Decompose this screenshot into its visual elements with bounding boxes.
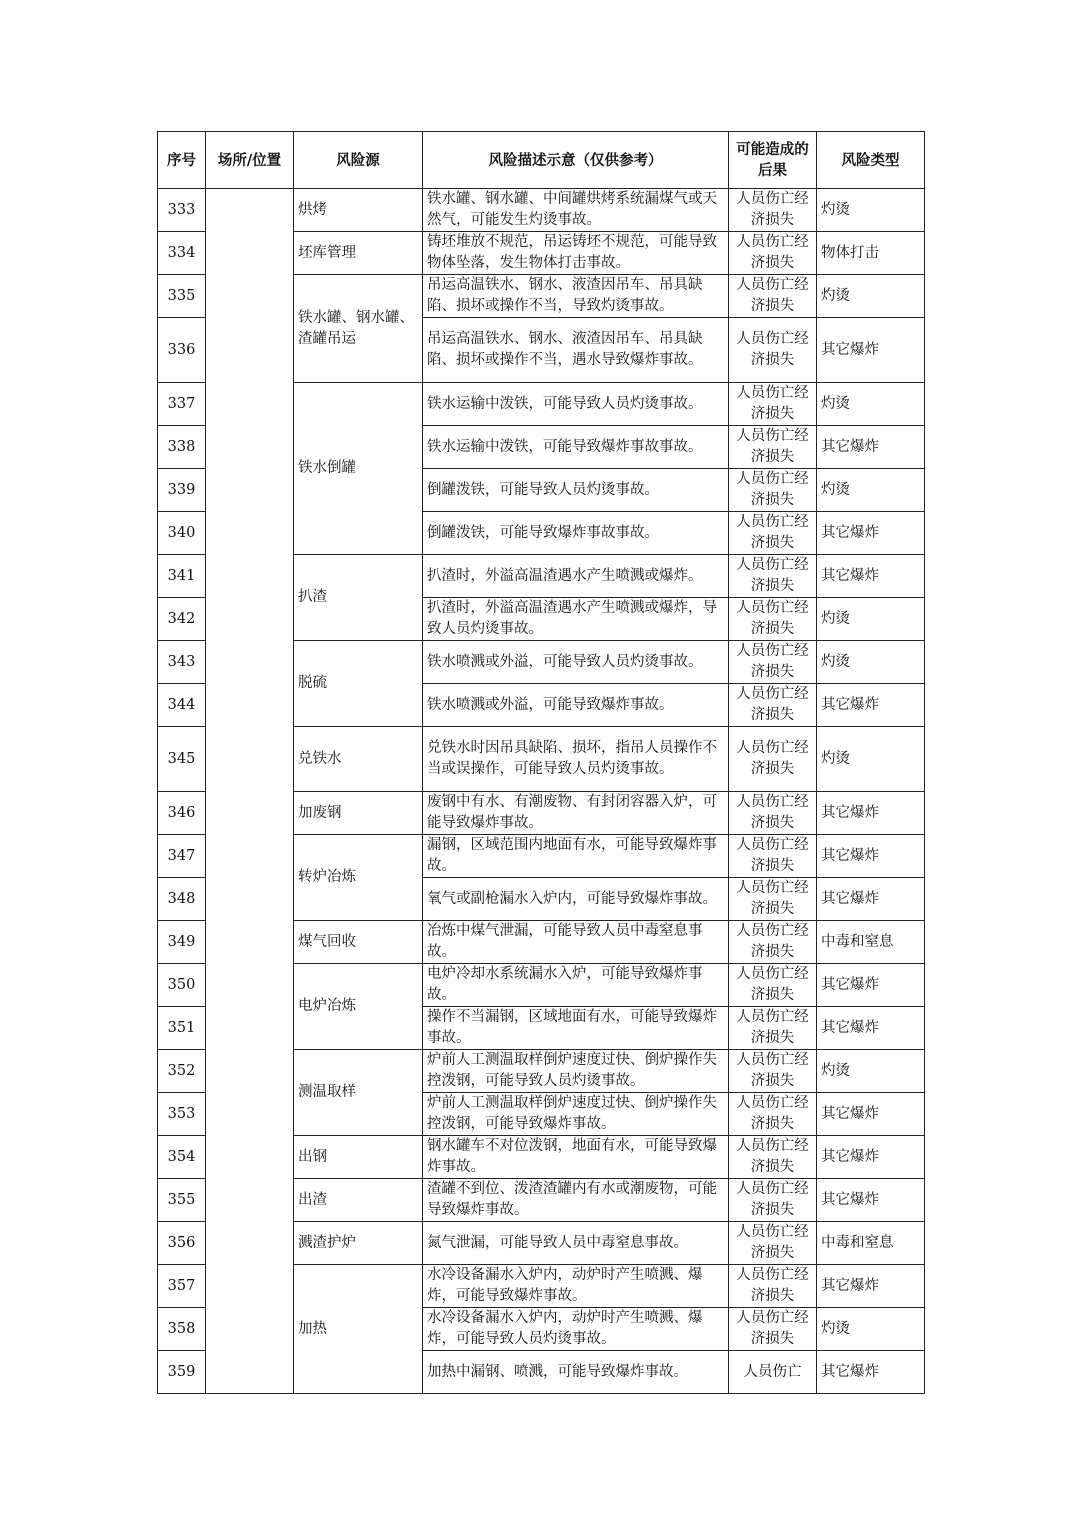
risk-description: 水冷设备漏水入炉内，动炉时产生喷溅、爆炸，可能导致爆炸事故。	[423, 1265, 729, 1308]
consequence: 人员伤亡经济损失	[729, 232, 817, 275]
header-seq: 序号	[158, 132, 206, 189]
risk-source: 铁水倒罐	[294, 383, 423, 555]
consequence: 人员伤亡经济损失	[729, 383, 817, 426]
row-number: 359	[158, 1351, 206, 1394]
risk-description: 水冷设备漏水入炉内，动炉时产生喷溅、爆炸，可能导致人员灼烫事故。	[423, 1308, 729, 1351]
risk-type: 灼烫	[817, 275, 925, 318]
consequence: 人员伤亡	[729, 1351, 817, 1394]
risk-source: 出钢	[294, 1136, 423, 1179]
risk-type: 其它爆炸	[817, 1351, 925, 1394]
risk-source: 加废钢	[294, 792, 423, 835]
risk-type: 其它爆炸	[817, 1136, 925, 1179]
risk-source: 转炉冶炼	[294, 835, 423, 921]
risk-description: 扒渣时，外溢高温渣遇水产生喷溅或爆炸，导致人员灼烫事故。	[423, 598, 729, 641]
row-number: 358	[158, 1308, 206, 1351]
risk-type: 灼烫	[817, 598, 925, 641]
risk-type: 其它爆炸	[817, 684, 925, 727]
risk-description: 炉前人工测温取样倒炉速度过快、倒炉操作失控泼钢，可能导致人员灼烫事故。	[423, 1050, 729, 1093]
risk-source: 铁水罐、钢水罐、渣罐吊运	[294, 275, 423, 383]
risk-source: 兑铁水	[294, 727, 423, 792]
row-number: 347	[158, 835, 206, 878]
row-number: 344	[158, 684, 206, 727]
header-description: 风险描述示意（仅供参考）	[423, 132, 729, 189]
consequence: 人员伤亡经济损失	[729, 189, 817, 232]
table-row	[158, 189, 925, 232]
row-number: 351	[158, 1007, 206, 1050]
row-number: 342	[158, 598, 206, 641]
risk-type: 其它爆炸	[817, 1265, 925, 1308]
risk-type: 其它爆炸	[817, 878, 925, 921]
risk-description: 废钢中有水、有潮废物、有封闭容器入炉，可能导致爆炸事故。	[423, 792, 729, 835]
risk-description: 铁水喷溅或外溢，可能导致爆炸事故。	[423, 684, 729, 727]
risk-type: 灼烫	[817, 727, 925, 792]
location-cell	[206, 189, 294, 1394]
risk-description: 铁水运输中泼铁，可能导致人员灼烫事故。	[423, 383, 729, 426]
risk-type: 其它爆炸	[817, 835, 925, 878]
risk-description: 渣罐不到位、泼渣渣罐内有水或潮废物，可能导致爆炸事故。	[423, 1179, 729, 1222]
consequence: 人员伤亡经济损失	[729, 512, 817, 555]
risk-source: 测温取样	[294, 1050, 423, 1136]
row-number: 340	[158, 512, 206, 555]
risk-description: 氮气泄漏，可能导致人员中毒窒息事故。	[423, 1222, 729, 1265]
consequence: 人员伤亡经济损失	[729, 1179, 817, 1222]
row-number: 349	[158, 921, 206, 964]
risk-type: 其它爆炸	[817, 512, 925, 555]
consequence: 人员伤亡经济损失	[729, 1050, 817, 1093]
risk-type: 其它爆炸	[817, 555, 925, 598]
consequence: 人员伤亡经济损失	[729, 835, 817, 878]
risk-type: 灼烫	[817, 189, 925, 232]
risk-type: 灼烫	[817, 641, 925, 684]
row-number: 355	[158, 1179, 206, 1222]
risk-source: 出渣	[294, 1179, 423, 1222]
header-location: 场所/位置	[206, 132, 294, 189]
risk-source: 脱硫	[294, 641, 423, 727]
risk-description: 炉前人工测温取样倒炉速度过快、倒炉操作失控泼钢，可能导致爆炸事故。	[423, 1093, 729, 1136]
risk-source: 扒渣	[294, 555, 423, 641]
consequence: 人员伤亡经济损失	[729, 1136, 817, 1179]
row-number: 350	[158, 964, 206, 1007]
risk-description: 氧气或副枪漏水入炉内，可能导致爆炸事故。	[423, 878, 729, 921]
risk-type: 其它爆炸	[817, 1093, 925, 1136]
consequence: 人员伤亡经济损失	[729, 878, 817, 921]
row-number: 343	[158, 641, 206, 684]
risk-type: 其它爆炸	[817, 1179, 925, 1222]
risk-type: 中毒和窒息	[817, 1222, 925, 1265]
consequence: 人员伤亡经济损失	[729, 684, 817, 727]
consequence: 人员伤亡经济损失	[729, 921, 817, 964]
risk-type: 中毒和窒息	[817, 921, 925, 964]
consequence: 人员伤亡经济损失	[729, 1007, 817, 1050]
risk-description: 冶炼中煤气泄漏，可能导致人员中毒窒息事故。	[423, 921, 729, 964]
risk-description: 兑铁水时因吊具缺陷、损坏，指吊人员操作不当或误操作，可能导致人员灼烫事故。	[423, 727, 729, 792]
risk-type: 灼烫	[817, 1050, 925, 1093]
risk-type: 其它爆炸	[817, 426, 925, 469]
row-number: 341	[158, 555, 206, 598]
risk-type: 其它爆炸	[817, 964, 925, 1007]
risk-description: 加热中漏钢、喷溅，可能导致爆炸事故。	[423, 1351, 729, 1394]
consequence: 人员伤亡经济损失	[729, 641, 817, 684]
consequence: 人员伤亡经济损失	[729, 598, 817, 641]
row-number: 336	[158, 318, 206, 383]
row-number: 348	[158, 878, 206, 921]
row-number: 345	[158, 727, 206, 792]
row-number: 338	[158, 426, 206, 469]
row-number: 333	[158, 189, 206, 232]
risk-type: 其它爆炸	[817, 1007, 925, 1050]
consequence: 人员伤亡经济损失	[729, 1308, 817, 1351]
risk-description: 铸坯堆放不规范，吊运铸坯不规范，可能导致物体坠落，发生物体打击事故。	[423, 232, 729, 275]
row-number: 335	[158, 275, 206, 318]
risk-type: 物体打击	[817, 232, 925, 275]
risk-description: 操作不当漏钢，区域地面有水，可能导致爆炸事故。	[423, 1007, 729, 1050]
risk-type: 其它爆炸	[817, 318, 925, 383]
consequence: 人员伤亡经济损失	[729, 318, 817, 383]
row-number: 339	[158, 469, 206, 512]
row-number: 356	[158, 1222, 206, 1265]
row-number: 337	[158, 383, 206, 426]
header-consequence: 可能造成的后果	[729, 132, 817, 189]
risk-source: 煤气回收	[294, 921, 423, 964]
risk-type: 灼烫	[817, 383, 925, 426]
row-number: 357	[158, 1265, 206, 1308]
header-type: 风险类型	[817, 132, 925, 189]
consequence: 人员伤亡经济损失	[729, 1265, 817, 1308]
risk-source: 电炉冶炼	[294, 964, 423, 1050]
risk-description: 电炉冷却水系统漏水入炉，可能导致爆炸事故。	[423, 964, 729, 1007]
consequence: 人员伤亡经济损失	[729, 426, 817, 469]
risk-description: 铁水喷溅或外溢，可能导致人员灼烫事故。	[423, 641, 729, 684]
risk-source: 溅渣护炉	[294, 1222, 423, 1265]
row-number: 334	[158, 232, 206, 275]
risk-description: 钢水罐车不对位泼钢，地面有水，可能导致爆炸事故。	[423, 1136, 729, 1179]
risk-description: 倒罐泼铁，可能导致爆炸事故事故。	[423, 512, 729, 555]
consequence: 人员伤亡经济损失	[729, 1093, 817, 1136]
row-number: 346	[158, 792, 206, 835]
risk-description: 倒罐泼铁，可能导致人员灼烫事故。	[423, 469, 729, 512]
consequence: 人员伤亡经济损失	[729, 792, 817, 835]
risk-description: 吊运高温铁水、钢水、液渣因吊车、吊具缺陷、损坏或操作不当，遇水导致爆炸事故。	[423, 318, 729, 383]
risk-source: 烘烤	[294, 189, 423, 232]
risk-description: 漏钢，区域范围内地面有水，可能导致爆炸事故。	[423, 835, 729, 878]
consequence: 人员伤亡经济损失	[729, 727, 817, 792]
row-number: 353	[158, 1093, 206, 1136]
risk-description: 扒渣时，外溢高温渣遇水产生喷溅或爆炸。	[423, 555, 729, 598]
risk-table	[157, 131, 925, 1394]
risk-description: 铁水运输中泼铁，可能导致爆炸事故事故。	[423, 426, 729, 469]
risk-description: 吊运高温铁水、钢水、液渣因吊车、吊具缺陷、损坏或操作不当，导致灼烫事故。	[423, 275, 729, 318]
consequence: 人员伤亡经济损失	[729, 275, 817, 318]
consequence: 人员伤亡经济损失	[729, 555, 817, 598]
risk-type: 灼烫	[817, 469, 925, 512]
consequence: 人员伤亡经济损失	[729, 1222, 817, 1265]
risk-type: 其它爆炸	[817, 792, 925, 835]
consequence: 人员伤亡经济损失	[729, 469, 817, 512]
risk-source: 加热	[294, 1265, 423, 1394]
row-number: 354	[158, 1136, 206, 1179]
risk-description: 铁水罐、钢水罐、中间罐烘烤系统漏煤气或天然气，可能发生灼烫事故。	[423, 189, 729, 232]
row-number: 352	[158, 1050, 206, 1093]
header-row	[158, 132, 925, 189]
risk-source: 坯库管理	[294, 232, 423, 275]
header-source: 风险源	[294, 132, 423, 189]
consequence: 人员伤亡经济损失	[729, 964, 817, 1007]
risk-type: 灼烫	[817, 1308, 925, 1351]
